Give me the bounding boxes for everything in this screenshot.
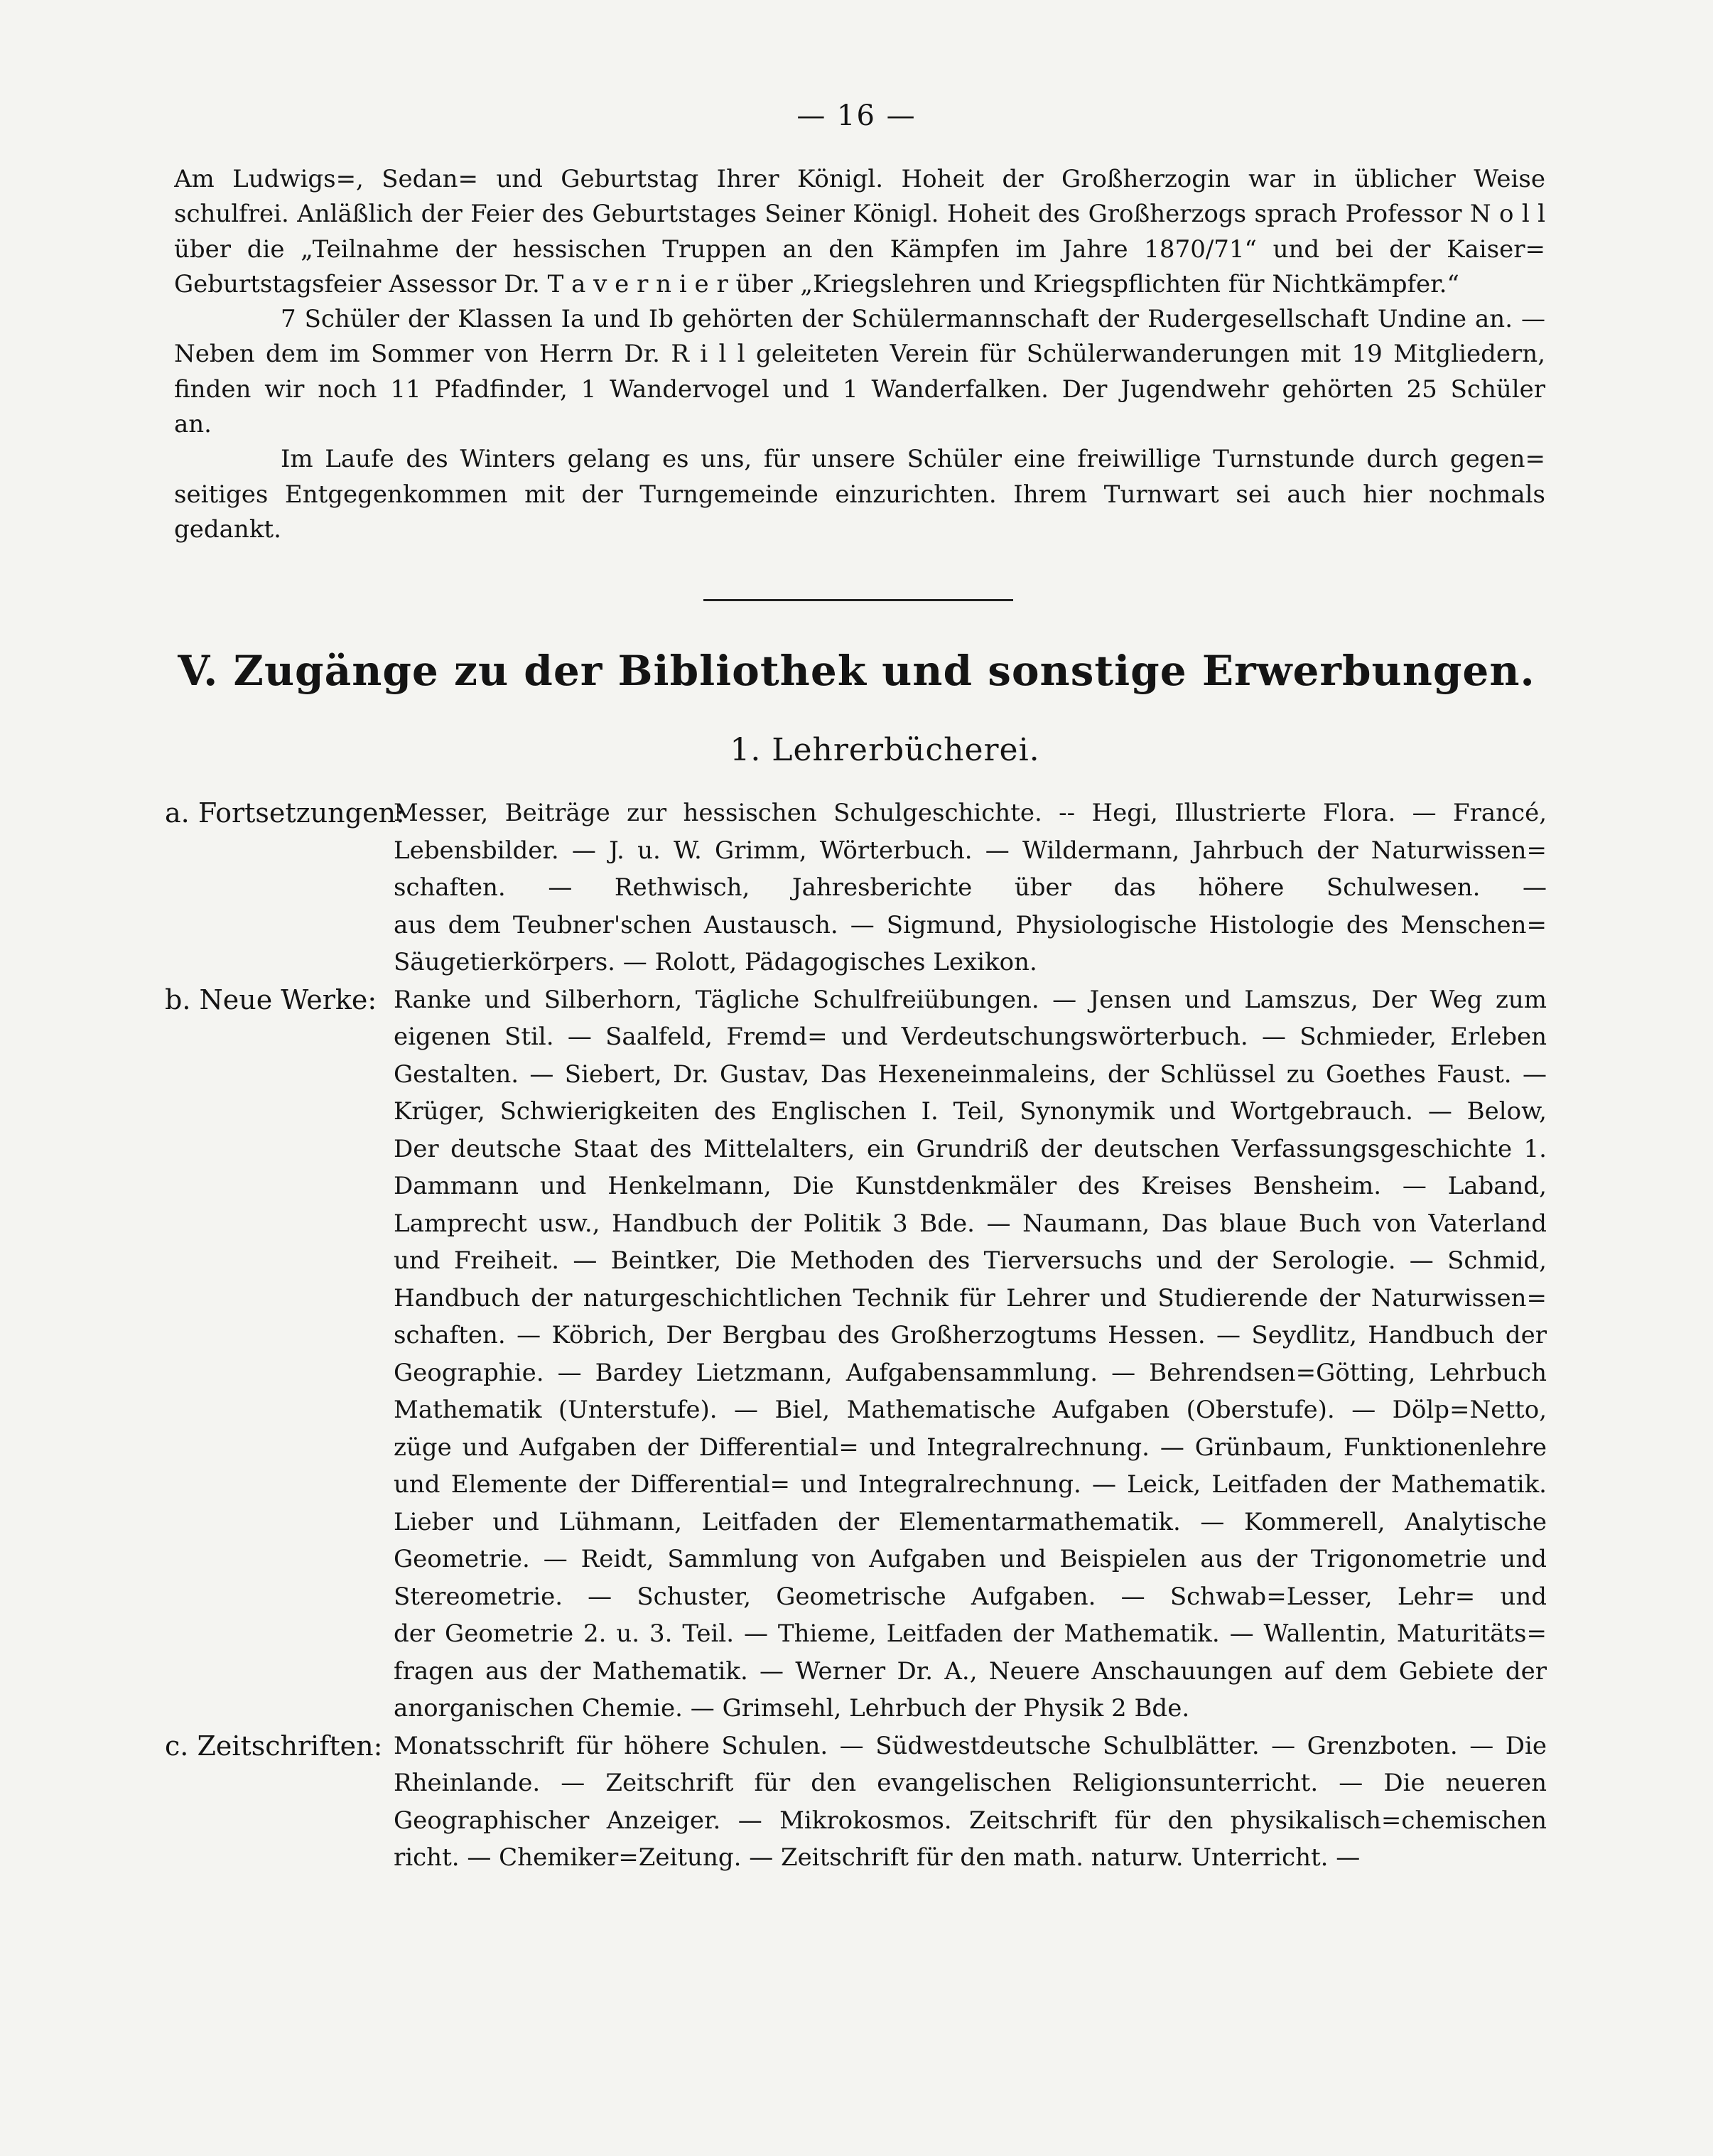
section-heading: V. Zugänge zu der Bibliothek und sonstige Erwerbungen. xyxy=(178,647,1535,695)
text-line: Lebensbilder. — J. u. W. Grimm, Wörterbuch. — Wildermann, Jahrbuch der Naturwissen= xyxy=(394,836,1547,865)
text-line: Am Ludwigs=, Sedan= und Geburtstag Ihrer Königl. Hoheit der Großherzogin war in üblicher Weise xyxy=(174,165,1545,193)
text-line: Geometrie. — Reidt, Sammlung von Aufgaben und Beispielen aus der Trigonometrie und xyxy=(394,1545,1547,1573)
entry-label: a. Fortsetzungen: xyxy=(165,797,405,829)
text-line: Neben dem im Sommer von Herrn Dr. R i l l geleiteten Verein für Schülerwanderungen mit 19 Mitgliedern, xyxy=(174,340,1545,369)
list-item xyxy=(165,794,1547,981)
text-line: Im Laufe des Winters gelang es uns, für unsere Schüler eine freiwillige Turnstunde durch gegen= xyxy=(281,445,1545,474)
text-line: aus dem Teubner'schen Austausch. — Sigmund, Physiologische Histologie des Menschen= xyxy=(394,910,1547,939)
text-line: Mathematik (Unterstufe). — Biel, Mathematische Aufgaben (Oberstufe). — Dölp=Netto, xyxy=(394,1396,1547,1424)
entry-label: b. Neue Werke: xyxy=(165,983,377,1015)
text-line: Rheinlande. — Zeitschrift für den evangelischen Religionsunterricht. — Die neueren xyxy=(394,1769,1547,1797)
list-item xyxy=(165,981,1547,1728)
text-line: finden wir noch 11 Pfadfinder, 1 Wandervogel und 1 Wanderfalken. Der Jugendwehr gehörten 25 Schüler xyxy=(174,374,1545,404)
text-line: schaften. — Köbrich, Der Bergbau des Großherzogtums Hessen. — Seydlitz, Handbuch der xyxy=(394,1321,1547,1349)
text-line: Säugetierkörpers. — Rolott, Pädagogisches Lexikon. xyxy=(394,948,1037,976)
text-line: richt. — Chemiker=Zeitung. — Zeitschrift für den math. naturw. Unterricht. — xyxy=(394,1843,1361,1872)
entry-text xyxy=(394,981,1547,1728)
text-line: Dammann und Henkelmann, Die Kunstdenkmäler des Kreises Bensheim. — Laband, xyxy=(394,1172,1547,1200)
text-line: gedankt. xyxy=(174,514,281,544)
text-line: Geographischer Anzeiger. — Mikrokosmos. Zeitschrift für den physikalisch=chemischen xyxy=(394,1806,1547,1835)
text-line: Lieber und Lühmann, Leitfaden der Elementarmathematik. — Kommerell, Analytische xyxy=(394,1507,1547,1536)
text-line: Lamprecht usw., Handbuch der Politik 3 Bde. — Naumann, Das blaue Buch von Vaterland xyxy=(394,1209,1547,1238)
text-line: Gestalten. — Siebert, Dr. Gustav, Das Hexeneinmaleins, der Schlüssel zu Goethes Faust. — xyxy=(394,1060,1547,1089)
text-line: Handbuch der naturgeschichtlichen Technik für Lehrer und Studierende der Naturwissen= xyxy=(394,1283,1547,1313)
text-line: seitiges Entgegenkommen mit der Turngemeinde einzurichten. Ihrem Turnwart sei auch hier nochmals xyxy=(174,480,1545,509)
text-line: Ranke und Silberhorn, Tägliche Schulfreiübungen. — Jensen und Lamszus, Der Weg zum xyxy=(394,985,1547,1014)
text-line: Geographie. — Bardey Lietzmann, Aufgabensammlung. — Behrendsen=Götting, Lehrbuch xyxy=(394,1358,1547,1387)
section-divider xyxy=(703,599,1013,601)
entry-label: c. Zeitschriften: xyxy=(165,1730,383,1762)
text-line: Der deutsche Staat des Mittelalters, ein Grundriß der deutschen Verfassungsgeschichte 1. xyxy=(394,1134,1547,1163)
text-line: Messer, Beiträge zur hessischen Schulgeschichte. -- Hegi, Illustrierte Flora. — Francé, xyxy=(394,799,1547,827)
text-line: der Geometrie 2. u. 3. Teil. — Thieme, Leitfaden der Mathematik. — Wallentin, Maturitäts= xyxy=(394,1619,1547,1648)
text-line: Geburtstagsfeier Assessor Dr. T a v e r n i e r über „Kriegslehren und Kriegspflichten für Nichtkämpfer.“ xyxy=(174,269,1459,298)
text-line: und Freiheit. — Beintker, Die Methoden des Tierversuchs und der Serologie. — Schmid, xyxy=(394,1246,1547,1275)
entry-text xyxy=(394,1728,1547,1877)
intro-paragraphs xyxy=(174,162,1545,547)
subsection-heading: 1. Lehrerbücherei. xyxy=(730,732,1040,768)
text-line: Stereometrie. — Schuster, Geometrische Aufgaben. — Schwab=Lesser, Lehr= und xyxy=(394,1582,1547,1611)
text-line: Monatsschrift für höhere Schulen. — Südwestdeutsche Schulblätter. — Grenzboten. — Die xyxy=(394,1731,1547,1760)
text-line: züge und Aufgaben der Differential= und Integralrechnung. — Grünbaum, Funktionenlehre xyxy=(394,1433,1547,1462)
text-line: und Elemente der Differential= und Integralrechnung. — Leick, Leitfaden der Mathematik. xyxy=(394,1470,1547,1499)
text-line: schulfrei. Anläßlich der Feier des Geburtstages Seiner Königl. Hoheit des Großherzogs sprach Professor N o l l xyxy=(174,200,1545,229)
page-number: — 16 — xyxy=(796,99,917,132)
text-line: 7 Schüler der Klassen Ia und Ib gehörten der Schülermannschaft der Rudergesellschaft Undine an. — xyxy=(281,305,1545,334)
text-line: eigenen Stil. — Saalfeld, Fremd= und Verdeutschungswörterbuch. — Schmieder, Erleben xyxy=(394,1023,1547,1051)
text-line: schaften. — Rethwisch, Jahresberichte über das höhere Schulwesen. — xyxy=(394,873,1547,902)
acquisitions-list xyxy=(165,794,1547,1877)
text-line: fragen aus der Mathematik. — Werner Dr. A., Neuere Anschauungen auf dem Gebiete der xyxy=(394,1656,1547,1686)
text-line: über die „Teilnahme der hessischen Truppen an den Kämpfen im Jahre 1870/71“ und bei der Kaiser= xyxy=(174,235,1545,264)
entry-text xyxy=(394,794,1547,981)
list-item xyxy=(165,1728,1547,1877)
text-line: anorganischen Chemie. — Grimsehl, Lehrbuch der Physik 2 Bde. xyxy=(394,1694,1190,1723)
text-line: Krüger, Schwierigkeiten des Englischen I. Teil, Synonymik und Wortgebrauch. — Below, xyxy=(394,1097,1547,1126)
text-line: an. xyxy=(174,410,212,439)
